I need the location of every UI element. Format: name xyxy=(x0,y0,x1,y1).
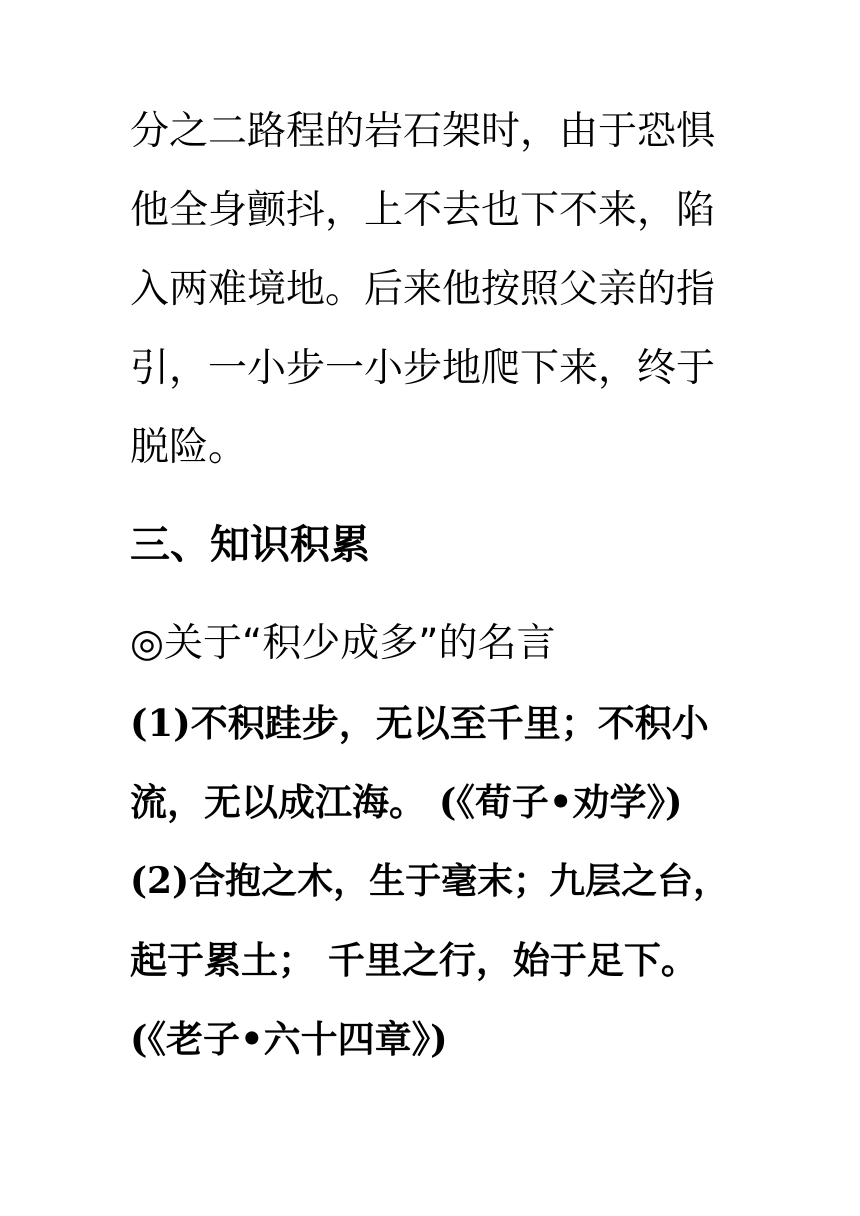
quote-1-line-2: 流，无以成江海。 (《荀子•劝学》) xyxy=(130,780,683,824)
quote-2-line-1: (2)合抱之木，生于毫末；九层之台， xyxy=(130,860,730,902)
quote-2-line-3: (《老子•六十四章》) xyxy=(130,1017,448,1061)
paragraph-line-4: 引，一小步一小步地爬下来，终于 xyxy=(130,346,716,391)
section-subheading: ◎关于“积少成多”的名言 xyxy=(130,621,556,666)
quote-2-line-2: 起于累土； 千里之行，始于足下。 xyxy=(130,938,698,982)
paragraph-line-3: 入两难境地。后来他按照父亲的指 xyxy=(130,267,716,312)
quote-1-line-1: (1)不积跬步，无以至千里；不积小 xyxy=(130,701,709,745)
paragraph-line-5: 脱险。 xyxy=(130,425,248,470)
section-heading: 三、知识积累 xyxy=(130,522,370,568)
paragraph-line-1: 分之二路程的岩石架时，由于恐惧 xyxy=(130,109,716,154)
paragraph-line-2: 他全身颤抖，上不去也下不来，陷 xyxy=(130,188,716,233)
